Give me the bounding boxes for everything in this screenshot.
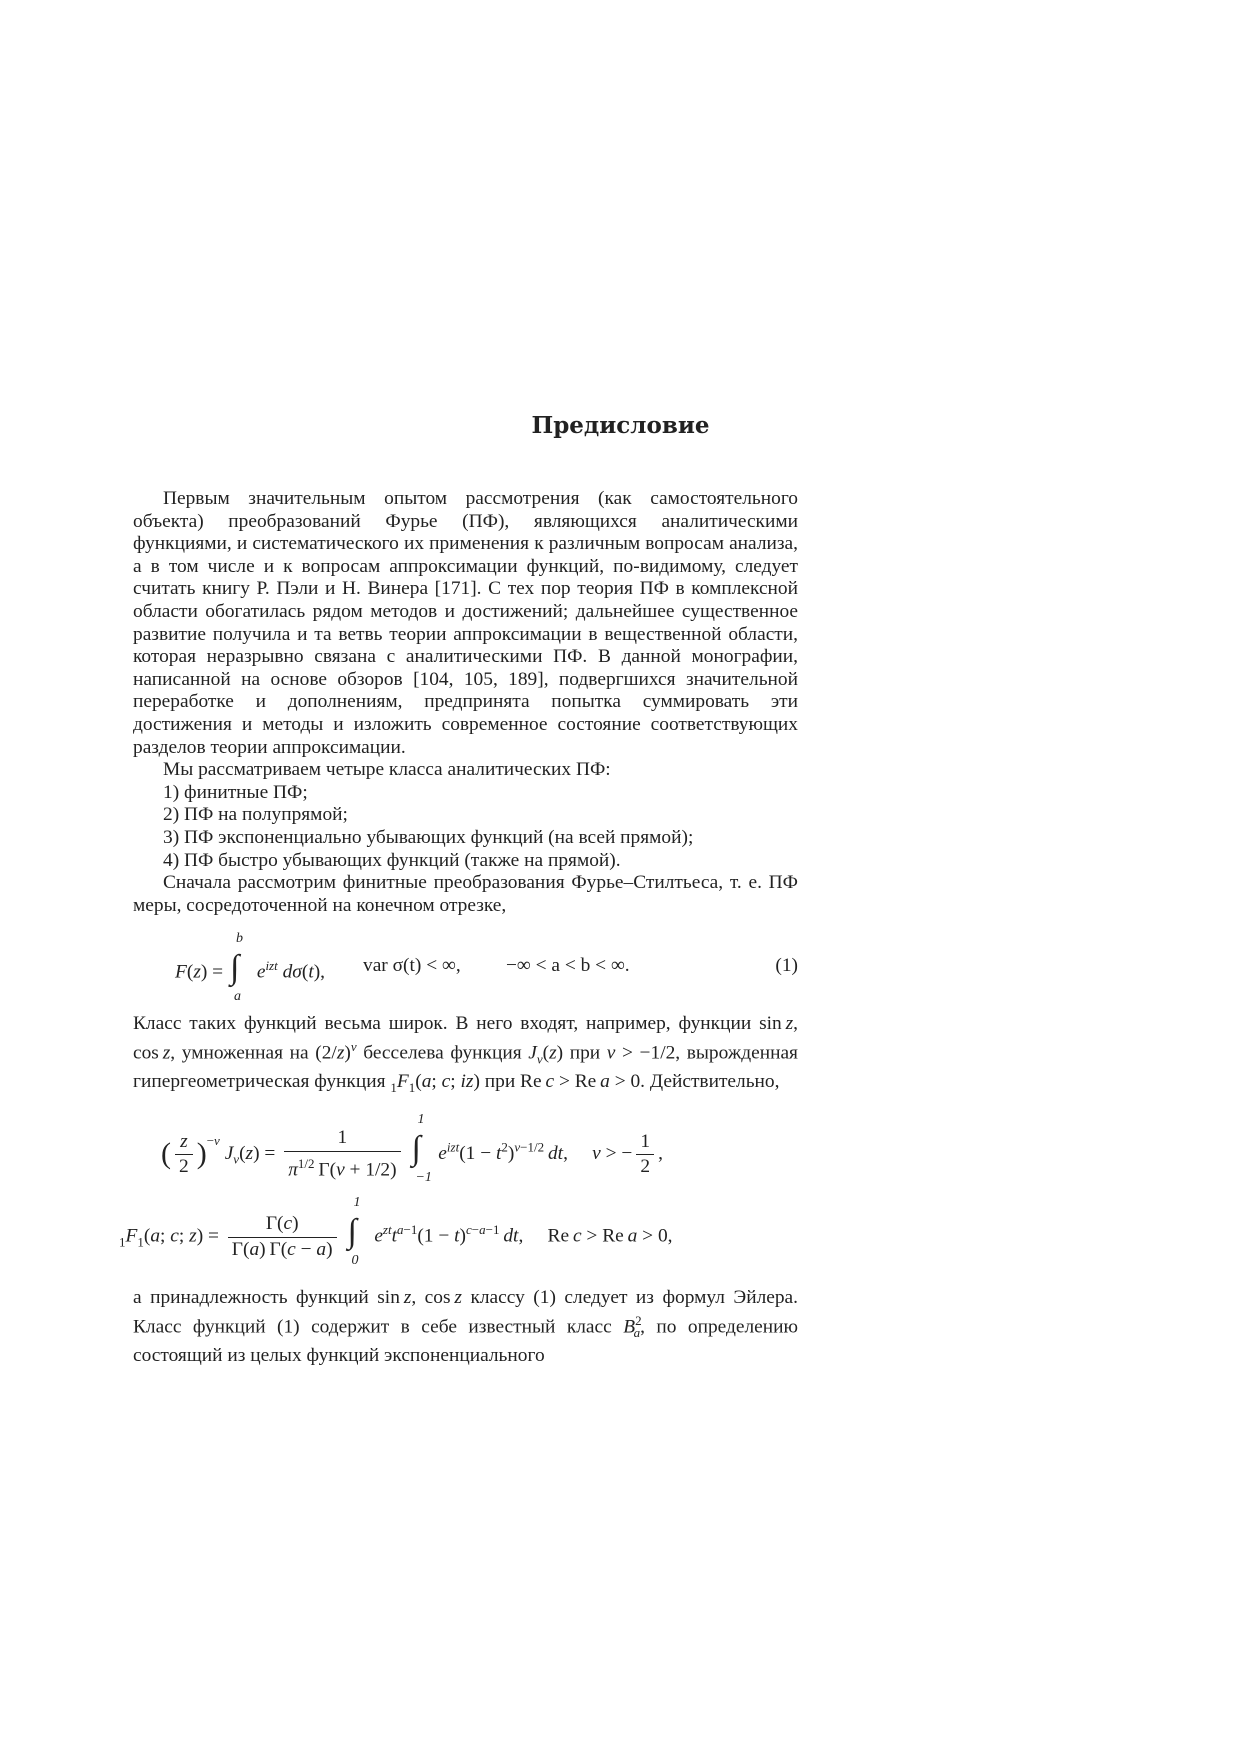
integral-sign: 1 ∫ 0 bbox=[347, 1194, 361, 1268]
eq1-condition-range: −∞ < a < b < ∞. bbox=[506, 955, 630, 977]
integral-sign: b ∫ a bbox=[229, 930, 243, 1004]
page-title: Предисловие bbox=[531, 412, 710, 439]
paragraph-class-examples: Класс таких функций весьма широк. В него входят, например, функции sin z, cos z, умноженная на $(2/z)^\nu$ бесселева функция $J_\nu(z)$ при ν > −1/2, вырожденная гипергеометрическая функция $_1F_1(a$; c; iz) при Re c > Re a > 0. Действительно, bbox=[133, 1013, 798, 1095]
list-item: 2) ПФ на полупрямой; bbox=[163, 804, 348, 826]
document-body bbox=[119, 488, 799, 1367]
equation-bessel: ( $\frac{z}{2}$ )$^{-\nu}$ $J_\nu(z)$ = $\frac{1}{\pi^{1/2} \Gamma(\nu + 1/2)}$ 1 ∫ −1 $e^{izt}(1 - t^2)^{\nu-1/2}$ dt, ν > − $\frac{1}{2}$ , bbox=[161, 1112, 663, 1186]
integral-sign: 1 ∫ −1 bbox=[411, 1112, 432, 1186]
equation-hypergeometric: $_1F_1(a$; c; z) = $\frac{\Gamma(c)}{\Gamma(a) \Gamma(c - a)}$ 1 ∫ 0 $e^{zt}t^{a-1}(1 - t)^{c-a-1}$ dt, Re c > Re a > 0, bbox=[119, 1194, 673, 1268]
list-item: 3) ПФ экспоненциально убывающих функций (на всей прямой); bbox=[163, 826, 694, 848]
paragraph-finite: Сначала рассмотрим финитные преобразования Фурье–Стилтьеса, т. е. ПФ меры, сосредоточенной на конечном отрезке, bbox=[133, 872, 798, 916]
paragraph-intro: Первым значительным опытом рассмотрения (как самостоятельного объекта) преобразований Фурье (ПФ), являющихся аналитическими функциями, и систематического их применения к различным вопросам анализа, а в том числе и к вопросам аппроксимации функций, по-видимому, следует считать книгу Р. Пэли и Н. Винера [171]. С тех пор теория ПФ в комплексной области обогатилась рядом методов и достижений; дальнейшее существенное развитие получила и та ветвь теории аппроксимации в вещественной области, которая неразрывно связана с аналитическими ПФ. В данной монографии, написанной на основе обзоров [104, 105, 189], подвергшихся значительной переработке и дополнениям, предпринята попытка суммировать эти достижения и методы и изложить современное состояние соответствующих разделов теории аппроксимации. bbox=[133, 488, 798, 758]
paragraph-euler: а принадлежность функций sin z, cos z классу (1) следует из формул Эйлера. Класс функций (1) содержит в себе известный класс $B^2_a$, по определению состоящий из целых функций экспоненциального bbox=[133, 1287, 799, 1366]
list-item: 1) финитные ПФ; bbox=[163, 781, 308, 803]
eq1-condition-var: var σ(t) < ∞, bbox=[363, 955, 461, 977]
equation-number: (1) bbox=[775, 955, 798, 977]
equation-1: F(z) = b ∫ a $e^{izt}$ dσ(t), var σ(t) < ∞, −∞ < a < b < ∞. (1) bbox=[175, 930, 798, 1004]
paragraph-classes: Мы рассматриваем четыре класса аналитических ПФ: bbox=[163, 759, 611, 781]
list-item: 4) ПФ быстро убывающих функций (также на прямой). bbox=[163, 849, 621, 871]
